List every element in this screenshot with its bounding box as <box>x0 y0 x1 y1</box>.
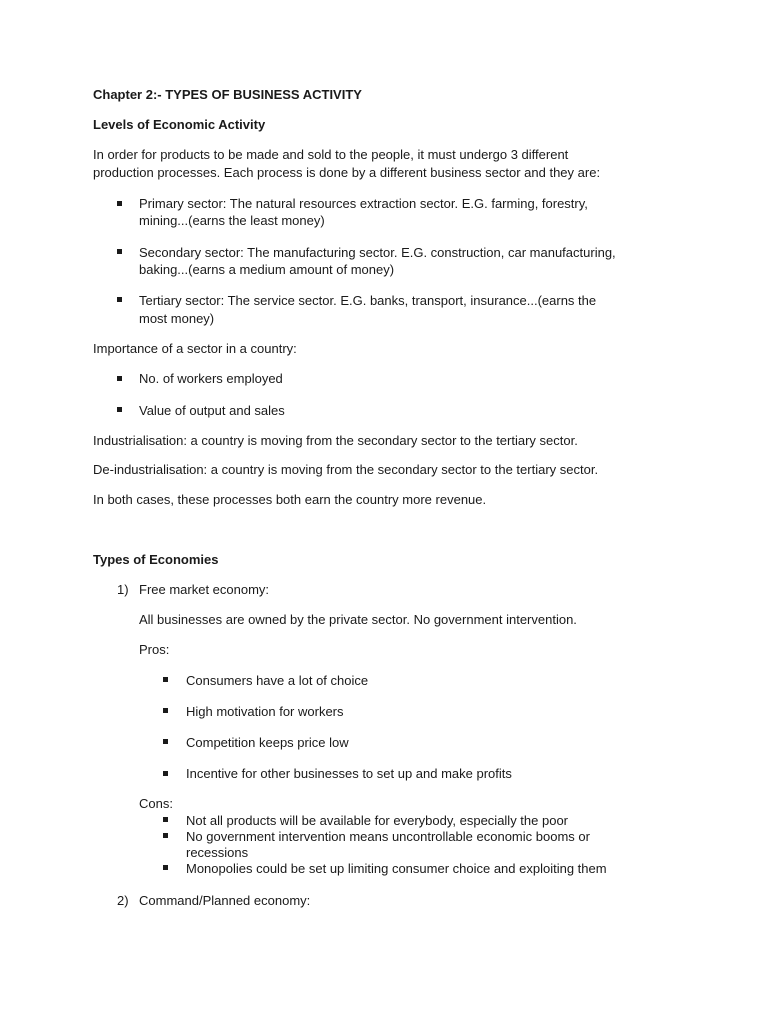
economy-2-title: Command/Planned economy: <box>139 893 311 908</box>
cons-item-booms-line1: No government intervention means uncontrollable economic booms or <box>186 829 590 844</box>
deindustrialisation-text: De-industrialisation: a country is moving from the secondary sector to the tertiary sector. <box>93 462 599 477</box>
pros-label: Pros: <box>139 642 170 657</box>
cons-item-availability: Not all products will be available for everybody, especially the poor <box>186 813 569 828</box>
pros-item-motivation: High motivation for workers <box>186 704 344 719</box>
pros-item-competition: Competition keeps price low <box>186 735 349 750</box>
bullet-icon <box>163 771 168 776</box>
cons-item-monopolies: Monopolies could be set up limiting consumer choice and exploiting them <box>186 861 607 876</box>
bullet-icon <box>117 407 122 412</box>
intro-line-1: In order for products to be made and sold to the people, it must undergo 3 different <box>93 147 569 162</box>
sector-item-primary-line2: mining...(earns the least money) <box>139 213 325 228</box>
sector-item-secondary-line2: baking...(earns a medium amount of money) <box>139 262 395 277</box>
pros-item-incentive: Incentive for other businesses to set up and make profits <box>186 766 512 781</box>
sector-item-secondary-line1: Secondary sector: The manufacturing sector. E.G. construction, car manufacturing, <box>139 245 616 260</box>
importance-item-output: Value of output and sales <box>139 403 285 418</box>
economy-1-number: 1) <box>117 582 129 597</box>
bullet-icon <box>163 833 168 838</box>
bullet-icon <box>163 739 168 744</box>
pros-item-choice: Consumers have a lot of choice <box>186 673 369 688</box>
economy-1-description: All businesses are owned by the private sector. No government intervention. <box>139 612 577 627</box>
sector-item-tertiary-line1: Tertiary sector: The service sector. E.G. banks, transport, insurance...(earns the <box>139 293 597 308</box>
intro-line-2: production processes. Each process is done by a different business sector and they are: <box>93 165 601 180</box>
importance-label: Importance of a sector in a country: <box>93 341 297 356</box>
bullet-icon <box>117 249 122 254</box>
bullet-icon <box>163 677 168 682</box>
bullet-icon <box>117 201 122 206</box>
bullet-icon <box>117 297 122 302</box>
cons-label: Cons: <box>139 796 173 811</box>
both-cases-text: In both cases, these processes both earn the country more revenue. <box>93 492 487 507</box>
chapter-title: Chapter 2:- TYPES OF BUSINESS ACTIVITY <box>93 87 362 102</box>
bullet-icon <box>163 817 168 822</box>
sector-item-primary-line1: Primary sector: The natural resources extraction sector. E.G. farming, forestry, <box>139 196 588 211</box>
economies-heading: Types of Economies <box>93 552 219 567</box>
economy-1-title: Free market economy: <box>139 582 270 597</box>
bullet-icon <box>163 708 168 713</box>
sector-item-tertiary-line2: most money) <box>139 311 215 326</box>
bullet-icon <box>117 376 122 381</box>
cons-item-booms-line2: recessions <box>186 845 249 860</box>
economy-2-number: 2) <box>117 893 129 908</box>
importance-item-workers: No. of workers employed <box>139 371 283 386</box>
levels-heading: Levels of Economic Activity <box>93 117 266 132</box>
industrialisation-text: Industrialisation: a country is moving from the secondary sector to the tertiary sector. <box>93 433 578 448</box>
bullet-icon <box>163 865 168 870</box>
